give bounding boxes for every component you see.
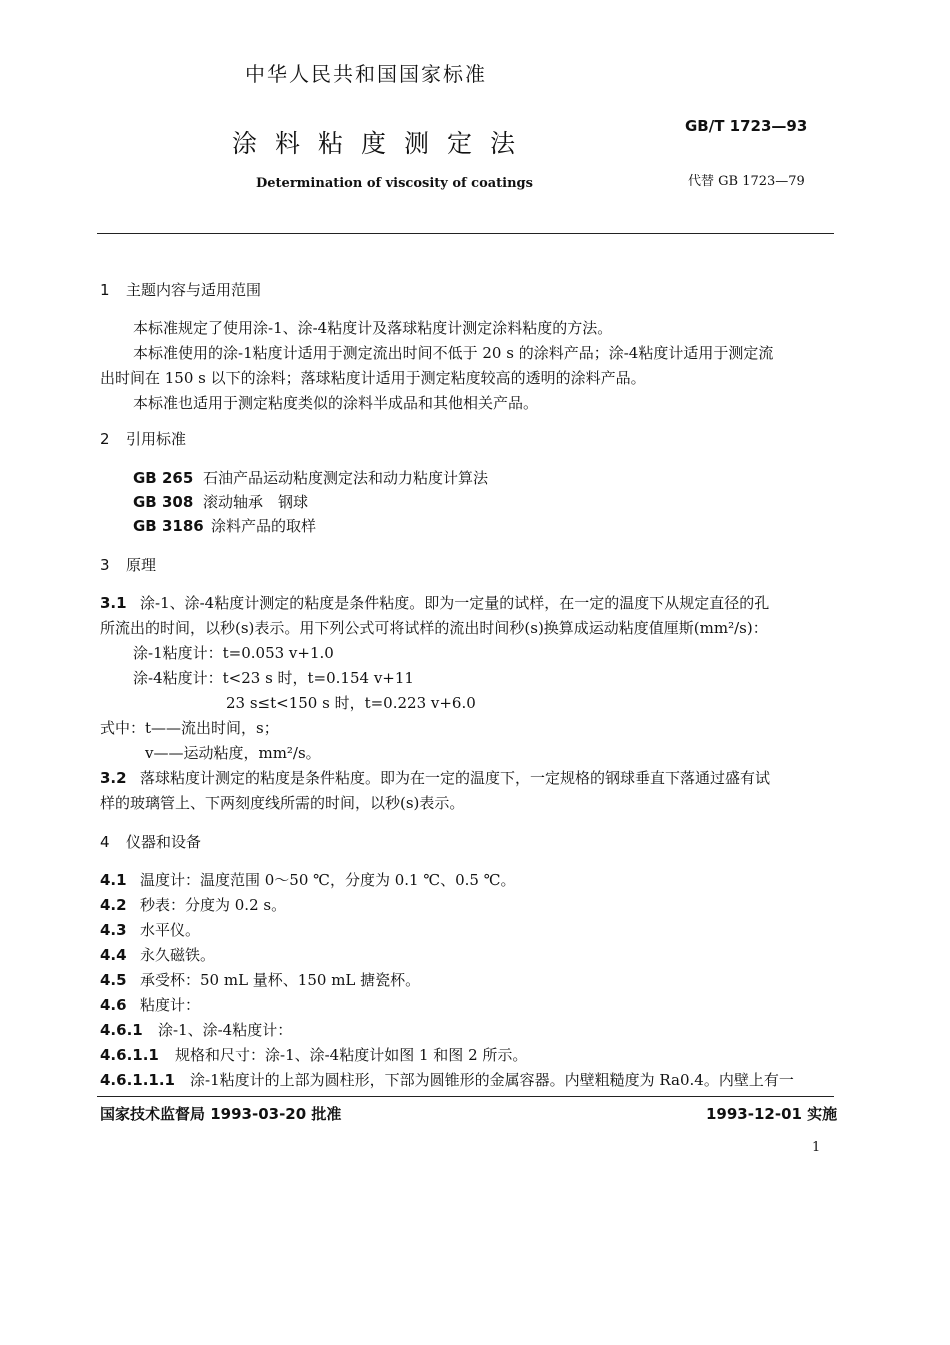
- clause-number: 3.1: [100, 594, 127, 612]
- clause-number: 3.2: [100, 769, 127, 787]
- item-number: 4.6.1.1: [100, 1046, 159, 1064]
- item-number: 4.1: [100, 871, 127, 889]
- item-text: 涂-1粘度计的上部为圆柱形，下部为圆锥形的金属容器。内壁粗糙度为 Ra0.4。内壁上有一: [190, 1071, 794, 1089]
- section-1-number: 1: [100, 281, 110, 299]
- standard-number: GB/T 1723—93: [685, 117, 808, 135]
- section-4-heading: [100, 831, 201, 852]
- item-text: 水平仪。: [140, 921, 201, 939]
- footer-divider: [97, 1096, 834, 1097]
- section-1-heading: [100, 279, 261, 300]
- reference-title: 涂料产品的取样: [211, 517, 317, 535]
- reference-code: GB 308: [133, 493, 194, 511]
- reference-title: 石油产品运动粘度测定法和动力粘度计算法: [203, 469, 489, 487]
- reference-code: GB 265: [133, 469, 194, 487]
- page-number: 1: [812, 1140, 821, 1155]
- formula-tu4-b: 23 s≤t<150 s 时，t=0.223 v+6.0: [226, 694, 476, 712]
- clause-3-1-line-2: 所流出的时间，以秒(s)表示。用下列公式可将试样的流出时间秒(s)换算成运动粘度值厘斯(mm²/s)：: [100, 619, 768, 637]
- item-number: 4.2: [100, 896, 127, 914]
- section-2-number: 2: [100, 430, 110, 448]
- reference-title: 滚动轴承 钢球: [203, 493, 309, 511]
- item-number: 4.3: [100, 921, 127, 939]
- section-2-heading: [100, 428, 186, 449]
- reference-item: [133, 467, 488, 488]
- equipment-item: [100, 1044, 527, 1065]
- item-text: 规格和尺寸：涂-1、涂-4粘度计如图 1 和图 2 所示。: [175, 1046, 528, 1064]
- s1-paragraph-3: 本标准也适用于测定粘度类似的涂料半成品和其他相关产品。: [133, 394, 539, 412]
- item-number: 4.4: [100, 946, 127, 964]
- item-text: 粘度计：: [140, 996, 201, 1014]
- document-title: 涂料粘度测定法: [232, 129, 534, 158]
- section-3-heading: [100, 554, 156, 575]
- section-4-title: 仪器和设备: [126, 833, 202, 851]
- equipment-item: [100, 1069, 794, 1090]
- item-number: 4.6.1.1.1: [100, 1071, 175, 1089]
- clause-3-2-line-1: [100, 767, 770, 788]
- clause-3-2-line-2: 样的玻璃管上、下两刻度线所需的时间，以秒(s)表示。: [100, 794, 465, 812]
- english-subtitle: Determination of viscosity of coatings: [256, 176, 533, 191]
- formula-tu1: 涂-1粘度计：t=0.053 v+1.0: [133, 644, 334, 662]
- clause-text: 落球粘度计测定的粘度是条件粘度。即为在一定的温度下，一定规格的钢球垂直下落通过盛有试: [140, 769, 771, 787]
- reference-item: [133, 491, 308, 512]
- equipment-item: [100, 1019, 292, 1040]
- clause-text: 涂-1、涂-4粘度计测定的粘度是条件粘度。即为一定量的试样，在一定的温度下从规定直径的孔: [140, 594, 770, 612]
- formula-tu4-a: 涂-4粘度计：t<23 s 时，t=0.154 v+11: [133, 669, 414, 687]
- item-text: 永久磁铁。: [140, 946, 216, 964]
- effective-date: 1993-12-01 实施: [706, 1105, 838, 1123]
- item-text: 涂-1、涂-4粘度计：: [158, 1021, 293, 1039]
- equipment-item: [100, 944, 215, 965]
- s1-paragraph-2-line-1: 本标准使用的涂-1粘度计适用于测定流出时间不低于 20 s 的涂料产品；涂-4粘度计适用于测定流: [133, 344, 774, 362]
- reference-item: [133, 515, 316, 536]
- item-text: 承受杯：50 mL 量杯、150 mL 搪瓷杯。: [140, 971, 421, 989]
- section-1-title: 主题内容与适用范围: [126, 281, 262, 299]
- section-3-number: 3: [100, 556, 110, 574]
- item-text: 温度计：温度范围 0～50 ℃，分度为 0.1 ℃、0.5 ℃。: [140, 871, 516, 889]
- equipment-item: [100, 869, 516, 890]
- equipment-item: [100, 969, 420, 990]
- equipment-item: [100, 919, 200, 940]
- section-3-title: 原理: [126, 556, 157, 574]
- approval-date: 国家技术监督局 1993-03-20 批准: [100, 1105, 342, 1123]
- item-number: 4.5: [100, 971, 127, 989]
- equipment-item: [100, 994, 200, 1015]
- replaces-note: 代替 GB 1723—79: [688, 174, 805, 189]
- section-2-title: 引用标准: [126, 430, 187, 448]
- clause-3-1-line-1: [100, 592, 769, 613]
- header-divider: [97, 233, 834, 234]
- where-clause-2: v——运动粘度，mm²/s。: [145, 744, 321, 762]
- where-clause-1: 式中：t——流出时间，s；: [100, 719, 279, 737]
- item-text: 秒表：分度为 0.2 s。: [140, 896, 287, 914]
- item-number: 4.6: [100, 996, 127, 1014]
- s1-paragraph-2-line-2: 出时间在 150 s 以下的涂料；落球粘度计适用于测定粘度较高的透明的涂料产品。: [100, 369, 646, 387]
- item-number: 4.6.1: [100, 1021, 143, 1039]
- s1-paragraph-1: 本标准规定了使用涂-1、涂-4粘度计及落球粘度计测定涂料粘度的方法。: [133, 319, 613, 337]
- section-4-number: 4: [100, 833, 110, 851]
- national-standard-heading: 中华人民共和国国家标准: [245, 62, 487, 86]
- equipment-item: [100, 894, 286, 915]
- reference-code: GB 3186: [133, 517, 204, 535]
